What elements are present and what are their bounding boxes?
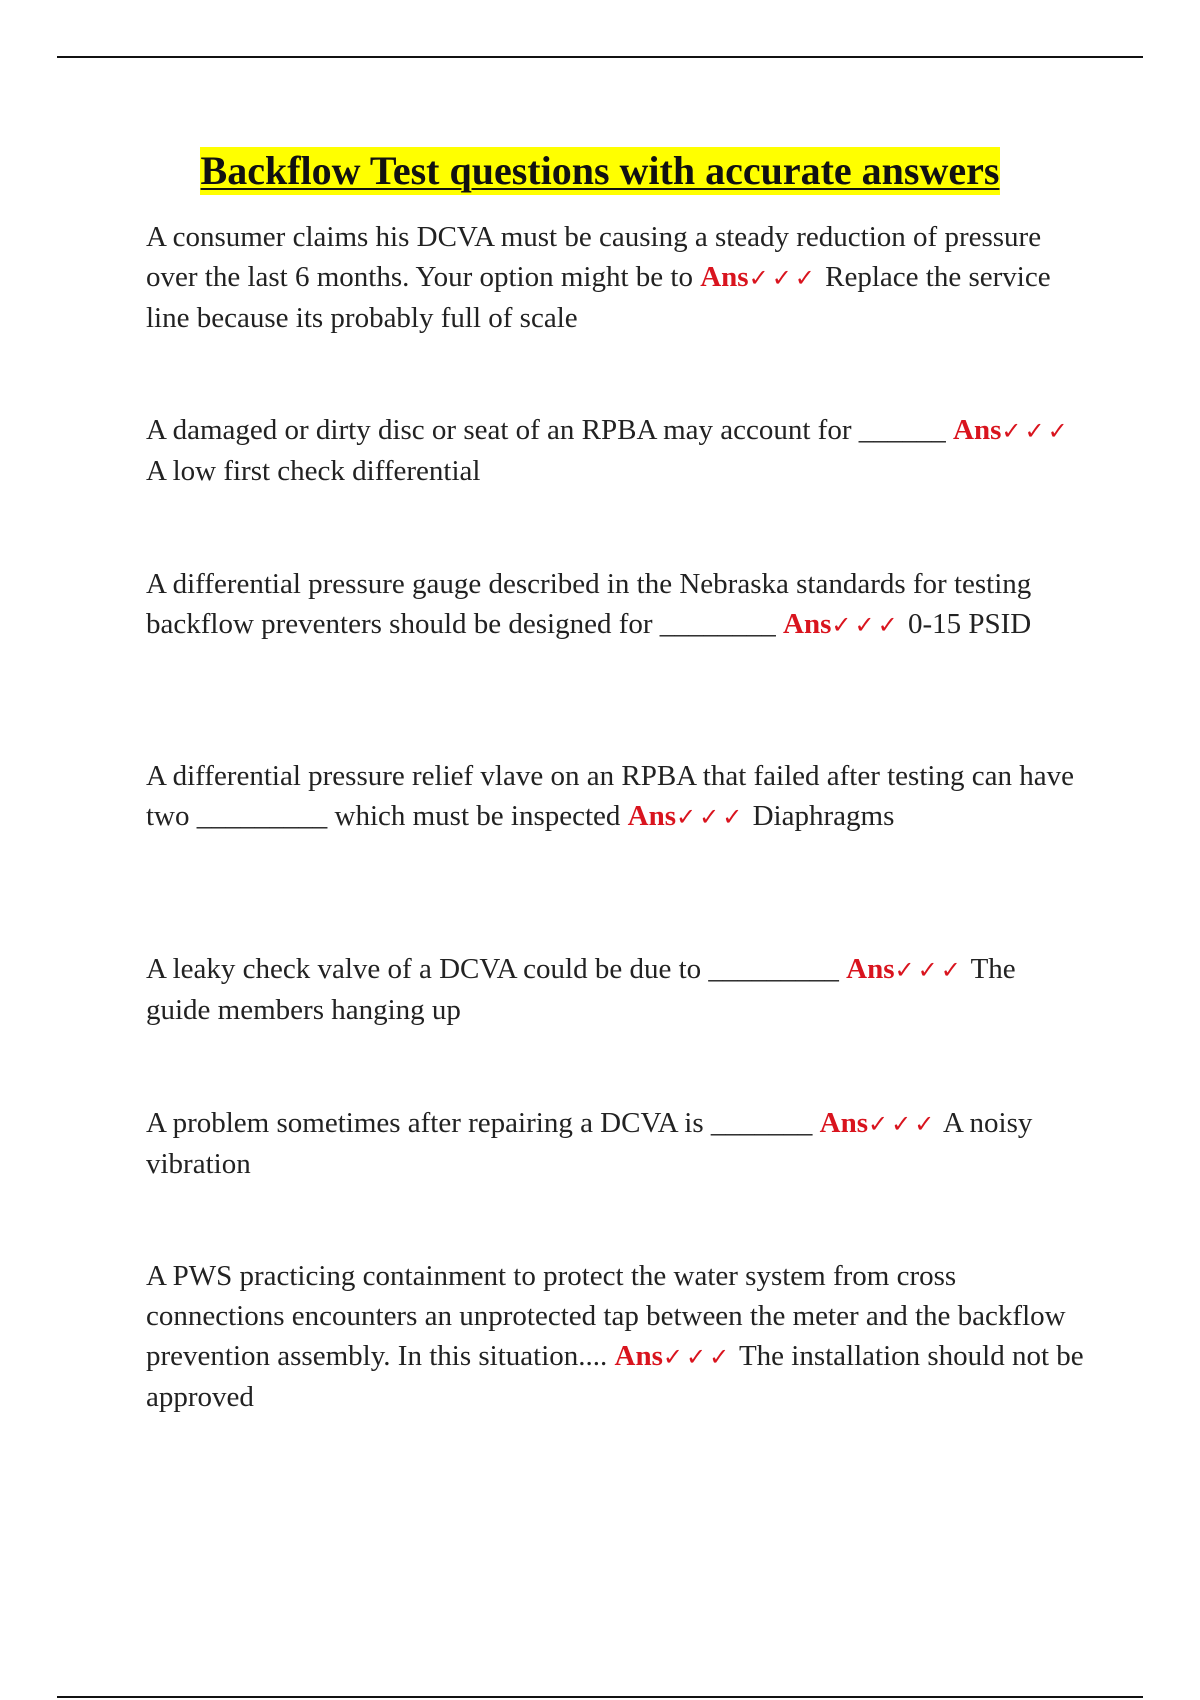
- answer-text: The guide members hanging up: [146, 953, 1016, 1026]
- checkmark-icon: ✓✓✓: [894, 956, 964, 984]
- question-text: A consumer claims his DCVA must be causing a steady reduction of pressure over the last 6 months. Your option might be to: [146, 221, 1042, 293]
- question-text: A differential pressure relief vlave on an RPBA that failed after testing can have two _________ which must be inspected: [146, 760, 1074, 832]
- answer-text: A noisy vibration: [146, 1107, 1033, 1180]
- answer-text: The installation should not be approved: [146, 1340, 1084, 1413]
- checkmark-icon: ✓✓✓: [831, 611, 901, 639]
- header-rule: [57, 56, 1143, 58]
- question-text: A differential pressure gauge described in the Nebraska standards for testing backflow preventers should be designed for ________: [146, 568, 1032, 640]
- answer-label: Ans: [819, 1107, 868, 1139]
- checkmark-icon: ✓✓✓: [748, 264, 818, 292]
- question-text: A PWS practicing containment to protect the water system from cross connections encounters an unprotected tap between the meter and the backflow prevention assembly. In this situation....: [146, 1260, 1066, 1372]
- answer-label: Ans: [627, 800, 677, 832]
- qa-item: [146, 564, 1086, 645]
- question-text: A problem sometimes after repairing a DCVA is _______: [146, 1107, 813, 1139]
- qa-item: [146, 217, 1086, 338]
- answer-text: A low first check differential: [146, 455, 481, 487]
- answer-label: Ans: [700, 261, 749, 293]
- checkmark-icon: ✓✓✓: [662, 1343, 733, 1371]
- footer-rule: [57, 1696, 1143, 1698]
- title-container: [0, 147, 1200, 195]
- answer-label: Ans: [846, 953, 895, 985]
- document-title: Backflow Test questions with accurate answers: [200, 148, 1000, 193]
- answer-label: Ans: [953, 414, 1002, 446]
- answer-text: 0-15 PSID: [907, 608, 1032, 640]
- qa-item: [146, 949, 1086, 1030]
- checkmark-icon: ✓✓✓: [1001, 417, 1071, 445]
- qa-item: [146, 410, 1086, 491]
- answer-label: Ans: [783, 608, 832, 640]
- answer-text: Replace the service line because its probably full of scale: [146, 261, 1051, 334]
- qa-item: [146, 1256, 1086, 1417]
- answer-label: Ans: [614, 1340, 663, 1372]
- qa-item: [146, 1103, 1086, 1184]
- answer-text: Diaphragms: [752, 800, 895, 832]
- checkmark-icon: ✓✓✓: [867, 1110, 938, 1138]
- question-text: A leaky check valve of a DCVA could be due to _________: [146, 953, 839, 985]
- qa-item: [146, 756, 1086, 837]
- checkmark-icon: ✓✓✓: [676, 803, 746, 831]
- question-text: A damaged or dirty disc or seat of an RPBA may account for ______: [146, 414, 946, 446]
